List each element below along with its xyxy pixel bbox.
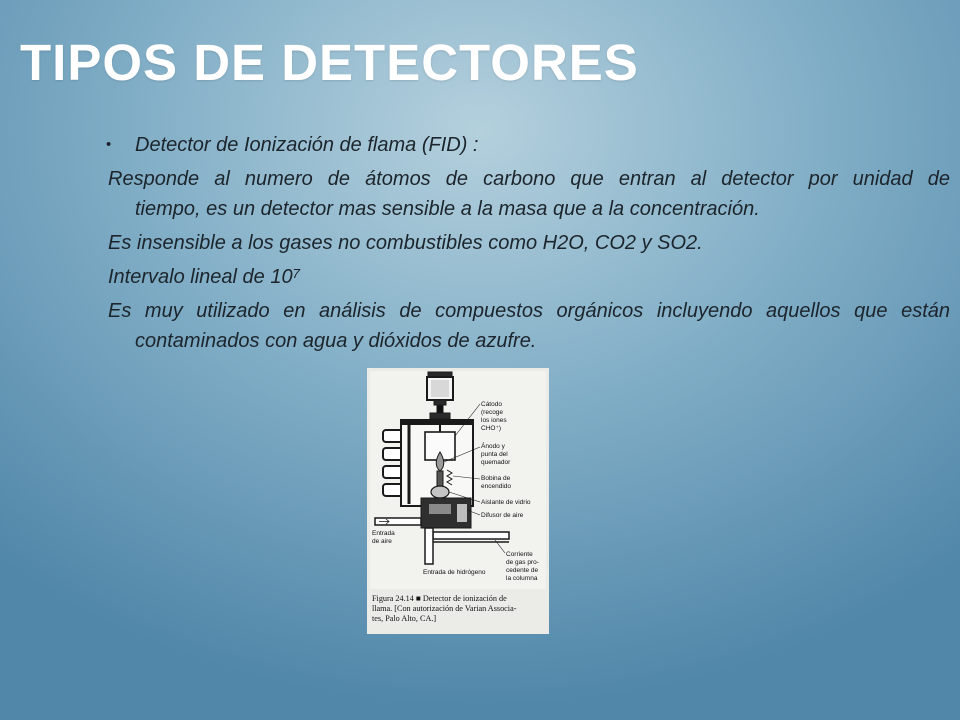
figure-caption: Figura 24.14 ■ Detector de ionización de [372, 594, 507, 603]
paragraph-linear-range [0, 262, 960, 292]
paragraph-response [0, 164, 960, 224]
label-anodo: Ánodo y [481, 443, 505, 450]
fid-diagram [367, 368, 549, 634]
slide-body [0, 130, 960, 356]
paragraph-line: Es muy utilizado en análisis de compuestos orgánicos incluyendo aquellos que están [108, 300, 950, 322]
paragraph-insensitive [0, 228, 960, 258]
paragraph-usage [0, 296, 960, 356]
label-entrada-aire: de aire [372, 538, 392, 545]
label-aislante: Aislante de vidrio [481, 499, 531, 506]
neck-flange [430, 413, 450, 419]
paragraph-line: Intervalo lineal de 10⁷ [108, 266, 301, 288]
bullet-icon: • [106, 136, 112, 153]
paragraph-line: Es insensible a los gases no combustibles como H2O, CO2 y SO2. [108, 232, 703, 254]
label-corriente: cedente de [506, 567, 539, 574]
paragraph-line: contaminados con agua y dióxidos de azufre. [135, 330, 537, 352]
label-hidrogeno: Entrada de hidrógeno [423, 569, 486, 576]
air-diffuser [429, 504, 451, 514]
label-difusor: Difusor de aire [481, 512, 524, 519]
figure-caption: tes, Palo Alto, CA.] [372, 614, 437, 623]
label-corriente: Corriente [506, 551, 533, 558]
burner-tube [437, 471, 443, 486]
base-port [457, 504, 467, 522]
label-anodo: quemador [481, 459, 511, 466]
label-anodo: punta del [481, 451, 508, 458]
label-catodo: los iones [481, 417, 507, 424]
bullet-text: Detector de Ionización de flama (FID) : [135, 134, 479, 156]
column-gas-pipe [433, 532, 509, 539]
label-bobina: encendido [481, 483, 511, 490]
hydrogen-inlet-pipe [425, 528, 433, 564]
label-entrada-aire: Entrada [372, 530, 395, 537]
paragraph-line: tiempo, es un detector mas sensible a la masa que a la concentración. [135, 198, 760, 220]
label-corriente: la columna [506, 575, 538, 582]
label-catodo: Cátodo [481, 401, 502, 408]
bullet-item [0, 130, 960, 160]
paragraph-line: Responde al numero de átomos de carbono que entran al detector por unidad de [108, 168, 950, 190]
label-catodo: CHO⁺) [481, 425, 502, 432]
label-catodo: (recoge [481, 409, 504, 416]
label-corriente: de gas pro- [506, 559, 539, 566]
label-bobina: Bobina de [481, 475, 511, 482]
neck-collar [434, 400, 446, 405]
knob-window [431, 380, 449, 397]
slide-title: TIPOS DE DETECTORES [20, 34, 639, 91]
fid-diagram-figure [367, 368, 549, 634]
glass-insulator [431, 486, 449, 498]
figure-caption: llama. [Con autorización de Varian Associa- [372, 604, 517, 613]
